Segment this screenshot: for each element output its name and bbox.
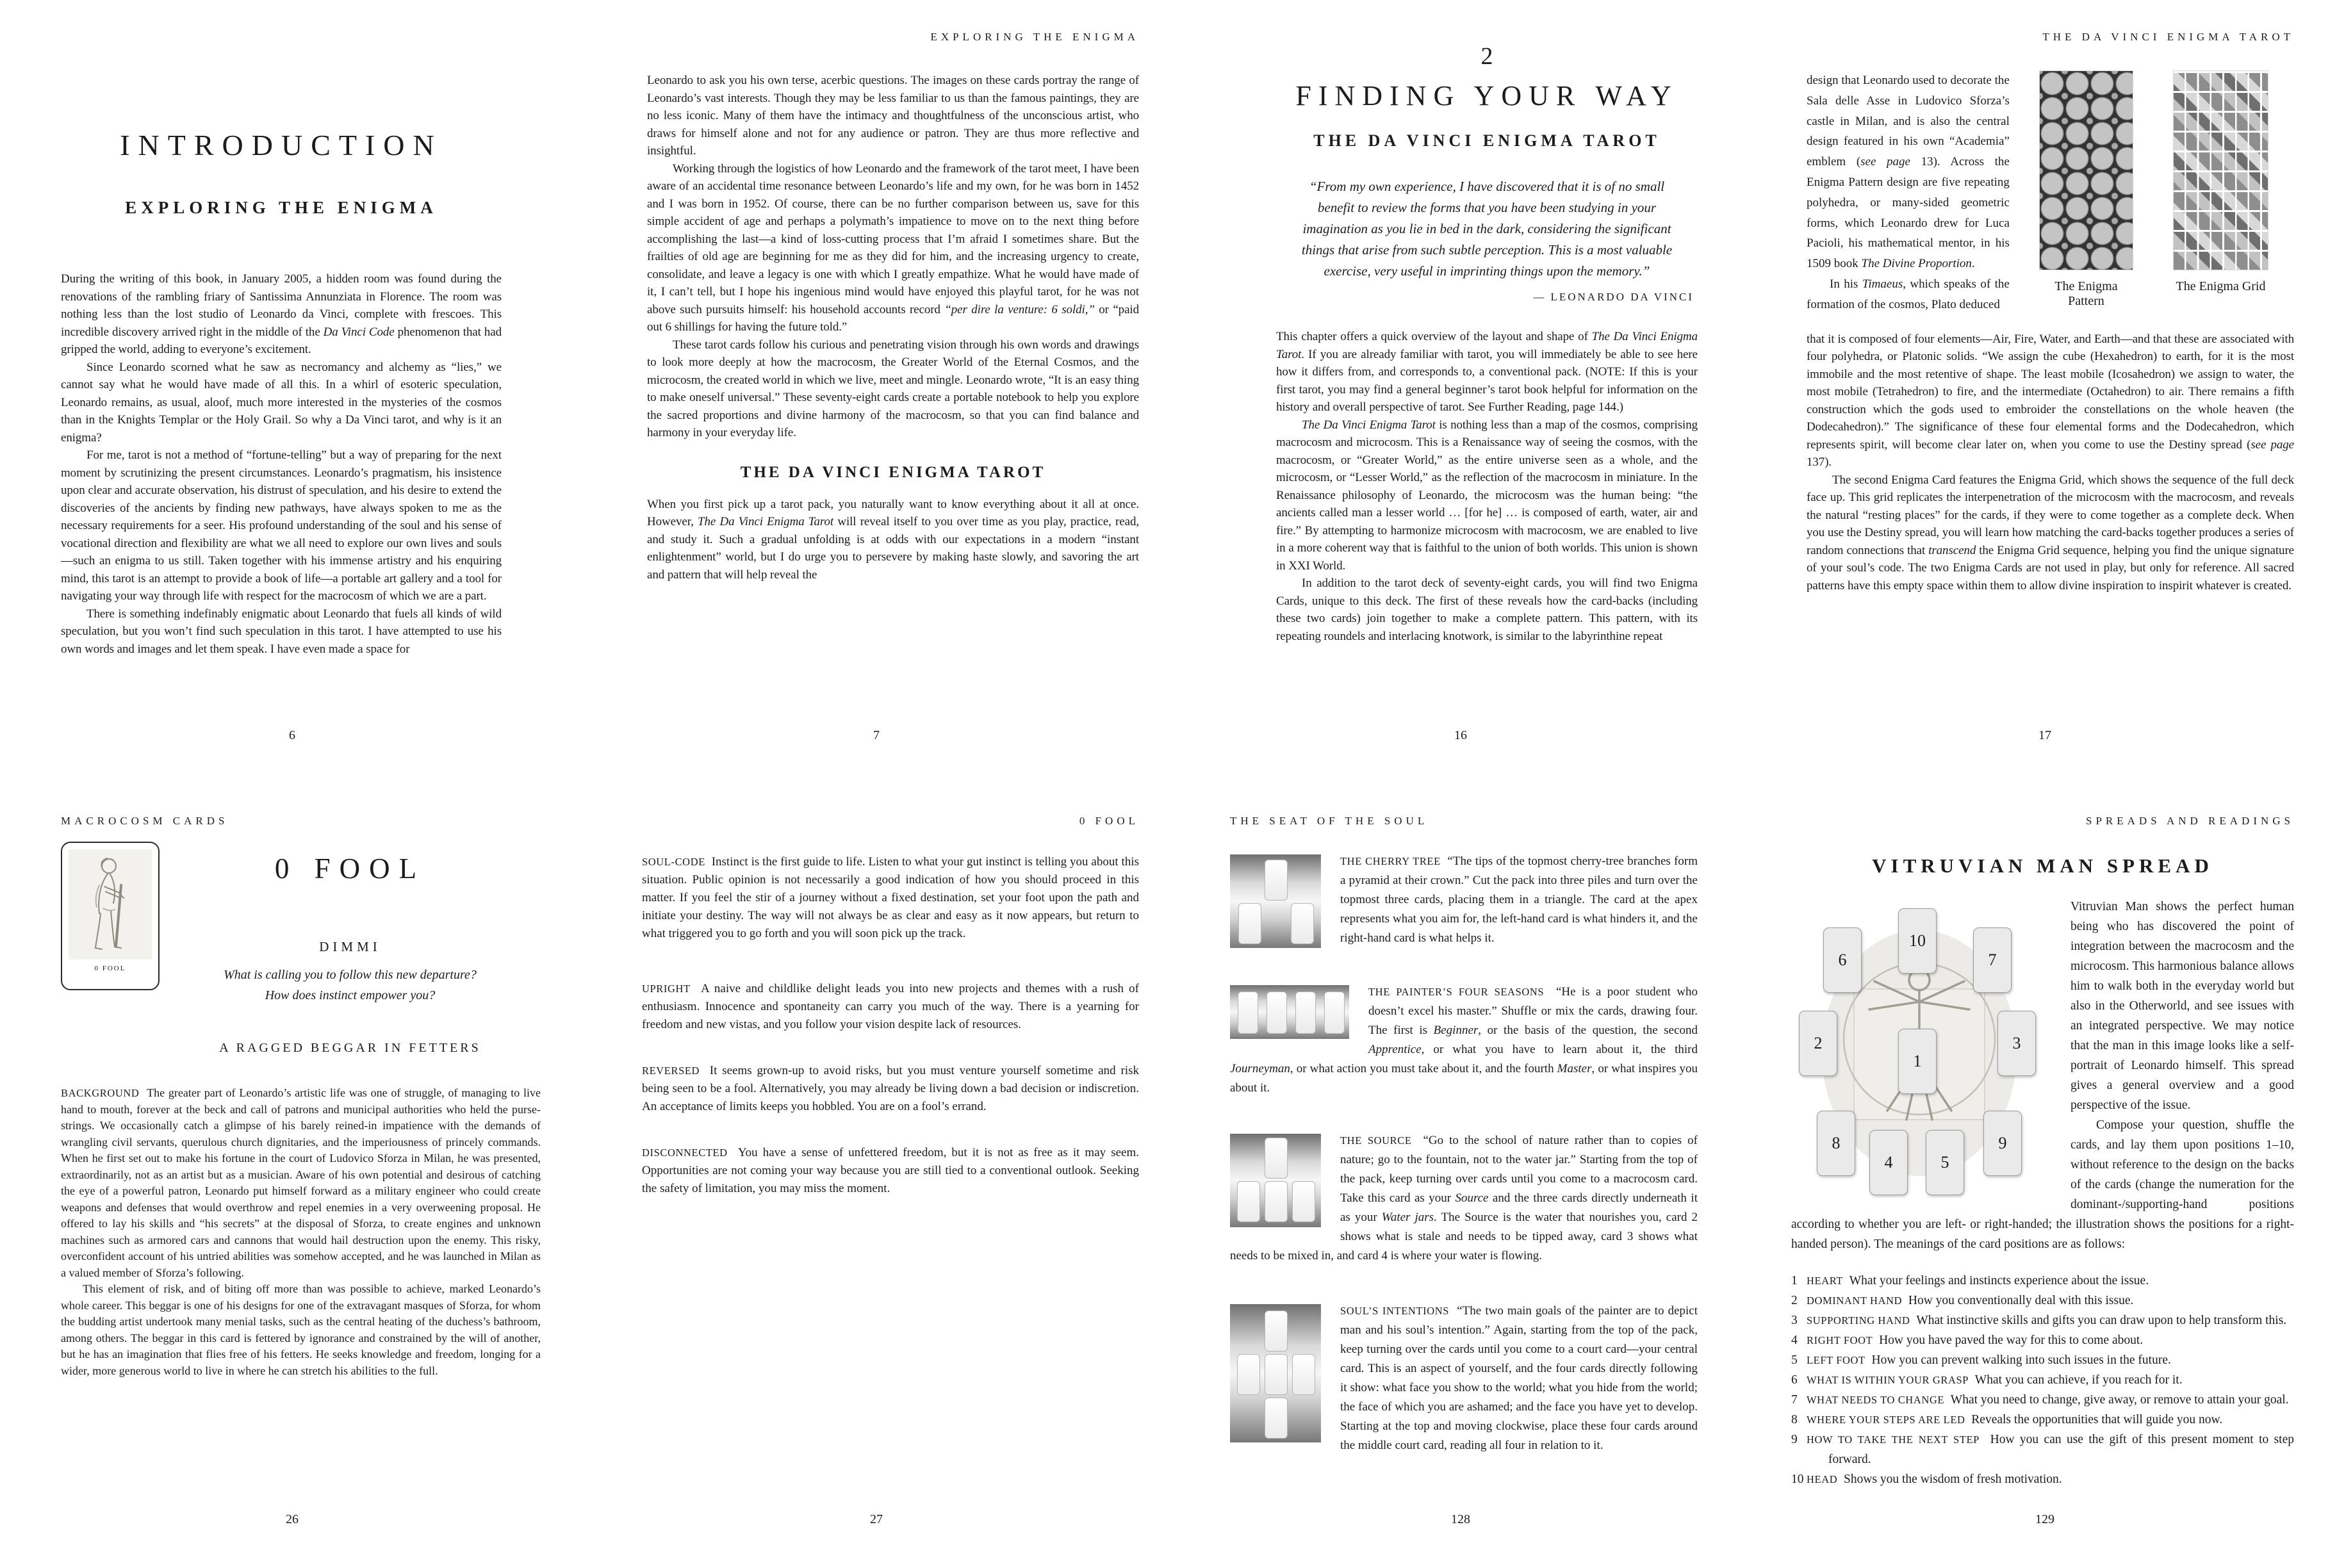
page-6-text-column: [61, 128, 502, 658]
enigma-pattern-image: [2039, 70, 2133, 270]
card-title: 0 FOOL: [274, 853, 426, 885]
reversed-paragraph: [642, 1062, 1139, 1116]
card-keyword-line: A RAGGED BEGGAR IN FETTERS: [219, 1041, 481, 1055]
spread-text: “He is a poor student who doesn’t excel his master.” Shuffle or mix the cards, drawing four. The first is Beginner, or the basis of the question, the second Apprentice, or what you have to learn about it, the third Journeyman, or what action you must take about it, and the fourth Master, or what inspires you about it.: [1230, 985, 1698, 1095]
dimmi-label: DIMMI: [319, 939, 381, 954]
body-paragraph: design that Leonardo used to decorate the Sala delle Asse in Ludovico Sforza’s castle in Milan, and is also the central design featured in his own “Academia” emblem (see page 13). Across the Enigma Pattern design are five repeating polyhedra, or many-sided geometric forms, which Leonardo drew for Luca Pacioli, his mathematical mentor, in his 1509 book The Divine Proportion.: [1807, 74, 2010, 271]
item-label: DOMINANT HAND: [1807, 1294, 1903, 1307]
running-head: EXPLORING THE ENIGMA: [930, 31, 1139, 43]
item-label: WHERE YOUR STEPS ARE LED: [1807, 1414, 1965, 1426]
figure-caption: The Enigma Grid: [2176, 279, 2266, 293]
section-text: You have a sense of unfettered freedom, but it is not as free as it may seem. Opportunities are not coming your way because you are still tied to a conventional outlook. Seeking the safety of limitation, you may miss the moment.: [642, 1146, 1139, 1195]
item-text: How you have paved the way for this to come about.: [1879, 1334, 2144, 1347]
vitruvian-man-diagram: [1791, 907, 2047, 1203]
running-head: THE SEAT OF THE SOUL: [1230, 815, 1429, 827]
running-head: SPREADS AND READINGS: [2086, 815, 2294, 827]
body-paragraph: [61, 1085, 541, 1281]
item-number: 3: [1791, 1314, 1798, 1327]
page-27-text-column: [642, 815, 1139, 1198]
spread-text: “The two main goals of the painter are to depict man and his soul’s intention.” Again, starting from the top of the pack, keep turning over the cards until you come to a court card—your central card. This is an aspect of yourself, and the four cards directly following it show: what face you show to the world; what you hide from the world; the face of which you are ashamed; and the face you have yet to develop. Starting at the top and moving clockwise, place these four cards around the middle court card, reading all four in relation to it.: [1340, 1304, 1698, 1452]
list-item: [1791, 1469, 2294, 1489]
position-card-2: [1799, 1011, 1837, 1076]
card-slot: [1267, 992, 1287, 1034]
item-label: LEFT FOOT: [1807, 1354, 1866, 1366]
card-slot: [1265, 1138, 1288, 1179]
figure-caption: The Enigma Pattern: [2054, 279, 2118, 308]
list-item: [1791, 1271, 2294, 1291]
card-slot: [1265, 1354, 1288, 1395]
spread-layout: [1791, 897, 2294, 1489]
page-number: 129: [2035, 1512, 2054, 1526]
body-text: [1807, 331, 2294, 595]
position-meanings-list: [1791, 1271, 2294, 1489]
section-label: DISCONNECTED: [642, 1147, 728, 1159]
position-number: 10: [1909, 931, 1926, 950]
card-slot: [1238, 992, 1258, 1034]
spread-label: THE CHERRY TREE: [1340, 855, 1441, 867]
spread-text: “The tips of the topmost cherry-tree branches form a pyramid at their crown.” Cut the pack into three piles and turn over the topmost three cards, placing them in a triangle. The card at the apex represents what you aim for, the left-hand card is what hinders it, and the right-hand card is what helps it.: [1340, 854, 1698, 945]
item-text: What you need to change, give away, or remove to attain your goal.: [1950, 1393, 2289, 1407]
source-diagram: [1230, 1134, 1321, 1227]
body-paragraph: Leonardo to ask you his own terse, acerbic questions. The images on these cards portray the range of Leonardo’s vast interests. Though they may be less familiar to us than the famous paintings, they are no less iconic. Many of them have the intimacy and thoughtfulness of the unconscious artist, who draws for himself alone and not for any audience or patron. They are thus more reflective and insightful.: [647, 74, 1139, 158]
spread-title: VITRUVIAN MAN SPREAD: [1872, 854, 2213, 877]
section-heading: THE DA VINCI ENIGMA TAROT: [740, 463, 1046, 481]
spread-painters-four-seasons: [1230, 983, 1698, 1098]
position-number: 6: [1838, 951, 1847, 969]
page-number: 27: [870, 1512, 883, 1526]
page-number: 16: [1454, 728, 1467, 742]
body-text: [642, 853, 1139, 1198]
figure-enigma-pattern: [2039, 70, 2133, 315]
page-number: 6: [289, 728, 295, 742]
body-text: [1230, 852, 1698, 1455]
item-number: 9: [1791, 1433, 1798, 1446]
body-paragraph: Since Leonardo scorned what he saw as necromancy and alchemy as “lies,” we cannot say what he would have made of all this. In a whirl of esoteric speculation, Leonardo remains, as usual, aloof, much more interested in the mysteries of the cosmos than in the Knights Templar or the Holy Grail. So why a Da Vinci tarot, and why is it an enigma?: [61, 360, 502, 445]
card-slot: [1292, 1181, 1315, 1222]
item-label: WHAT NEEDS TO CHANGE: [1807, 1394, 1945, 1406]
body-paragraph: This element of risk, and of biting off more than was possible to achieve, marked Leonardo’s whole career. This beggar is one of his designs for one of the extravagant masques of Sforza, for whom the budding artist undertook many menial tasks, such as the central heating of the duchess’s bathroom, among others. The beggar in this card is fettered by ignorance and constrained by the will of another, but he has an imagination that flies free of his fetters. He seeks knowledge and freedom, longing for a wider, more generous world to live in where he can stretch his abilities to the full.: [61, 1282, 541, 1377]
disconnected-paragraph: [642, 1144, 1139, 1198]
section-label: UPRIGHT: [642, 983, 691, 995]
intro-paragraph: Vitruvian Man shows the perfect human being who has discovered the point of integration between the macrocosm and the microcosm. This harmonious balance allows him to walk both in the everyday world but also in the Otherworld, and see issues with an integrated perspective. We may notice that the man in this image looks like a self-portrait of Leonardo himself. This spread gives a general overview and a good perspective of the issue.: [2070, 900, 2294, 1112]
position-number: 3: [2012, 1034, 2021, 1052]
left-text-column: [1807, 70, 2010, 315]
section-label: SOUL-CODE: [642, 856, 705, 868]
spread-the-source: [1230, 1131, 1698, 1266]
item-number: 8: [1791, 1413, 1798, 1426]
body-paragraph: During the writing of this book, in January 2005, a hidden room was found during the renovations of the rambling friary of Santissima Annunziata in Florence. The room was nothing less than the lost studio of Leonardo da Vinci, complete with frescoes. This incredible discovery arrived right in the middle of the Da Vinci Code phenomenon that had gripped the world, adding to everyone’s excitement.: [61, 272, 502, 356]
souls-intentions-diagram: [1230, 1304, 1321, 1442]
card-slot: [1265, 1181, 1288, 1222]
page-number: 128: [1451, 1512, 1470, 1526]
page-26: [0, 784, 584, 1568]
list-item: [1791, 1370, 2294, 1390]
item-number: 4: [1791, 1334, 1798, 1347]
item-label: HEAD: [1807, 1473, 1838, 1485]
page-number: 7: [873, 728, 880, 742]
page-7: [584, 0, 1168, 784]
spread-souls-intentions: [1230, 1302, 1698, 1455]
item-label: WHAT IS WITHIN YOUR GRASP: [1807, 1374, 1969, 1386]
item-number: 1: [1791, 1274, 1798, 1287]
page-128-text-column: [1230, 815, 1698, 1455]
epigraph-attribution: — LEONARDO DA VINCI: [1533, 291, 1694, 303]
page-16: [1168, 0, 1753, 784]
enigma-grid-image: [2173, 70, 2268, 270]
position-card-4: [1869, 1130, 1908, 1195]
item-text: How you can use the gift of this present moment to step forward.: [1828, 1433, 2294, 1466]
position-card-1: [1898, 1029, 1937, 1094]
position-number: 8: [1832, 1134, 1841, 1152]
item-label: SUPPORTING HAND: [1807, 1314, 1910, 1327]
body-paragraph: In his Timaeus, which speaks of the formation of the cosmos, Plato deduced: [1807, 277, 2010, 311]
position-number: 5: [1940, 1153, 1949, 1172]
item-label: HEART: [1807, 1275, 1844, 1287]
item-text: Shows you the wisdom of fresh motivation.: [1843, 1473, 2062, 1486]
card-slot: [1292, 1354, 1315, 1395]
item-text: What you can achieve, if you reach for it.: [1974, 1373, 2183, 1387]
body-paragraph: The Da Vinci Enigma Tarot is nothing less than a map of the cosmos, comprising macrocosm and microcosm. This is a Renaissance way of seeing the cosmos, with the macrocosm, or “Greater World,” as the entire universe seen as a whole, and the microcosm, or “Lesser World,” as the reflection of the macrocosm in miniature. In the Renaissance philosophy of Leonardo, the microcosm was the human being: “the ancients called man a lesser world … [for he] … is composed of earth, water, air and fire.” By attempting to harmonize microcosm with macrocosm, we are enabled to live in a more coherent way that is faithful to the union of both worlds. This union is shown in XXI World.: [1276, 418, 1698, 573]
spread-label: THE PAINTER’S FOUR SEASONS: [1368, 986, 1545, 998]
fool-card-image: [69, 849, 152, 960]
list-item: [1791, 1311, 2294, 1330]
body-text: [61, 1085, 541, 1379]
card-header-block: [160, 828, 541, 1056]
card-slot: [1295, 992, 1316, 1034]
position-card-8: [1817, 1111, 1855, 1176]
cherry-tree-diagram: [1230, 854, 1321, 948]
body-paragraph: The second Enigma Card features the Enigma Grid, which shows the sequence of the full deck face up. This grid replicates the interpenetration of the microcosm with the macrocosm, and reveals the natural “resting places” for the cards, if they were to come together as a complete deck. When you use the Destiny spread, you will learn how matching the card-backs together produces a series of random connections that transcend the Enigma Grid sequence, helping you find the unique signature of your soul’s code. The two Enigma Cards are not used in play, but only for reference. All sacred patterns have this empty space within them to allow divine inspiration to inspirit whatever is created.: [1807, 473, 2294, 592]
card-slot: [1265, 1398, 1288, 1439]
dimmi-question: What is calling you to follow this new departure?: [224, 968, 477, 982]
item-number: 2: [1791, 1294, 1798, 1307]
item-text: Reveals the opportunities that will guide you now.: [1971, 1413, 2223, 1426]
list-item: [1791, 1390, 2294, 1410]
page-7-text-column: [647, 31, 1139, 584]
body-text: [647, 72, 1139, 584]
spread-label: THE SOURCE: [1340, 1134, 1412, 1147]
position-number: 4: [1884, 1153, 1893, 1172]
item-text: What instinctive skills and gifts you can draw upon to help transform this.: [1916, 1314, 2287, 1327]
list-item: [1791, 1430, 2294, 1469]
page-27: [584, 784, 1168, 1568]
page-6: [0, 0, 584, 784]
page-number: 26: [286, 1512, 299, 1526]
body-paragraph: These tarot cards follow his curious and penetrating vision through his own words and drawings to look more deeply at how the macrocosm, the Greater World of the Eternal Cosmos, and the microcosm, the created world in which we live, meet and mingle. Leonardo wrote, “It is an easy thing to make oneself universal.” These seventy-eight cards create a portable notebook to help you explore the sacred proportions and divine harmony of the macrocosm, so that you can find balance and harmony in your everyday life.: [647, 338, 1139, 439]
position-card-7: [1973, 927, 2012, 993]
spread-cherry-tree: [1230, 852, 1698, 954]
spread-text: “Go to the school of nature rather than to copies of nature; go to the fountain, not to the water jar.” Starting from the top of the pack, keep turning over cards until you come to a macrocosm card. Take this card as your Source and the three cards directly underneath it as your Water jars. The Source is the water that nourishes you, card 2 shows what is stale and needs to be tipped away, card 3 shows what needs to be mixed in, and card 4 is where your water is flowing.: [1230, 1134, 1698, 1262]
list-item: [1791, 1350, 2294, 1370]
body-paragraph: In addition to the tarot deck of seventy-eight cards, you will find two Enigma Cards, unique to this deck. The first of these reveals how the card-backs (including these two cards) join together to make a complete pattern. This pattern, with its repeating roundels and interlacing knotwork, is similar to the labyrinthine repeat: [1276, 576, 1698, 643]
item-number: 10: [1791, 1473, 1804, 1486]
item-text: How you conventionally deal with this issue.: [1908, 1294, 2134, 1307]
list-item: [1791, 1330, 2294, 1350]
item-number: 6: [1791, 1373, 1798, 1387]
body-paragraph: This chapter offers a quick overview of the layout and shape of The Da Vinci Enigma Tarot. If you are already familiar with tarot, you will immediately be able to see here how it differs from, and corresponds to, a conventional pack. (NOTE: If this is your first tarot, you may find a general beginner’s tarot book helpful for information on the history and overall perspective of tarot. See Further Reading, page 144.): [1276, 330, 1698, 414]
card-slot: [1238, 903, 1261, 944]
figure-enigma-grid: [2173, 70, 2268, 315]
item-label: HOW TO TAKE THE NEXT STEP: [1807, 1433, 1980, 1446]
list-item: [1791, 1291, 2294, 1311]
beggar-sketch: [69, 849, 152, 960]
item-label: RIGHT FOOT: [1807, 1334, 1873, 1346]
page-129-text-column: [1791, 815, 2294, 1489]
page-129: [1753, 784, 2337, 1568]
section-text: It seems grown-up to avoid risks, but you must venture yourself sometime and risk being seen to be a fool. Alternatively, you may already be living down a bad decision or indiscretion. An acceptance of limits keeps you hobbled. You are on a fool’s errand.: [642, 1064, 1139, 1113]
chapter-subtitle: THE DA VINCI ENIGMA TAROT: [1313, 131, 1660, 150]
position-number: 1: [1913, 1052, 1922, 1070]
soul-code-paragraph: [642, 853, 1139, 943]
body-paragraph: Working through the logistics of how Leonardo and the framework of the tarot meet, I have been aware of an accidental time resonance between Leonardo’s life and my own, for he was born in 1452 and I was born in 1952. Of course, there can be no further comparison between us, save for this simple accident of age and perhaps a polymath’s impatience to move on to the next thing before accomplishing the last—a kind of loss-cutting process that I’m afraid I sometimes share. But the frailties of old age are beginning for me as they did for him, and the increasing urgency to create, consolidate, and leave a legacy is one with which I greatly empathize. What he would have made of it, I can’t tell, but I hope his ingenious mind would have enjoyed this playful tarot, for he was not above such pursuits himself: his household accounts record “per dire la venture: 6 soldi,” or “paid out 6 shillings for having the future told.”: [647, 161, 1139, 334]
four-seasons-diagram: [1230, 985, 1349, 1039]
body-paragraph: There is something indefinably enigmatic about Leonardo that fuels all kinds of wild speculation, but you won’t find such speculation in this tarot. I have attempted to use his own words and images and let them speak. I have even made a space for: [61, 607, 502, 656]
text-and-figures-row: [1807, 70, 2294, 315]
spread-label: SOUL’S INTENTIONS: [1340, 1305, 1449, 1317]
page-17-text-column: [1807, 31, 2294, 594]
page-17: [1753, 0, 2337, 784]
body-paragraph: that it is composed of four elements—Air, Fire, Water, and Earth—and that these are associated with four polyhedra, or Platonic solids. “We assign the cube (Hexahedron) to earth, for it is the most immobile and the most retentive of shape. The least mobile (Icosahedron) we assign to water, the most mobile (Tetrahedron) to fire, and the intermediate (Octahedron) to air. There remains a fifth construction which the gods used to embroider the constellations on the whole heaven (the Dodecahedron).” The significance of these four elemental forms and the Dodecahedron, which represents spirit, will become clear later on, when you come to use the Destiny spread (see page 137).: [1807, 332, 2294, 470]
section-text: A naive and childlike delight leads you into new projects and themes with a rush of enthusiasm. Innocence and spontaneity can carry you much of the way. There is a yearning for freedom and new vistas, and you follow your vision despite lack of resources.: [642, 982, 1139, 1031]
card-slot: [1265, 860, 1288, 901]
background-label: BACKGROUND: [61, 1087, 140, 1099]
item-number: 7: [1791, 1393, 1798, 1407]
position-card-9: [1983, 1111, 2022, 1176]
page-26-text-column: [61, 815, 541, 1379]
page-128: [1168, 784, 1753, 1568]
body-paragraph: For me, tarot is not a method of “fortune-telling” but a way of preparing for the next moment by scrutinizing the present circumstances. Leonardo’s pragmatism, his insistence upon clear and accurate observation, his distrust of speculation, and his desire to extend the discoveries of the ancients by finding new pathways, have always spoken to me as the necessary requirements for a seer. His profound understanding of the soul and his sense of vocational direction and flexibility are what we all need to explore our own lives and souls—such an enigma to us still. Taken together with his immense artistry and his enquiring mind, this tarot is an attempt to provide a book of life—a portable art gallery and a tool for navigating your way through life with respect for the macrocosm of which we are a part.: [61, 448, 502, 603]
page-subtitle: EXPLORING THE ENIGMA: [125, 198, 438, 217]
card-and-header-row: [61, 828, 541, 1056]
running-head: MACROCOSM CARDS: [61, 815, 229, 827]
section-label: REVERSED: [642, 1065, 700, 1077]
item-text: What your feelings and instincts experience about the issue.: [1849, 1274, 2149, 1287]
body-text: [1276, 328, 1698, 645]
card-slot: [1291, 903, 1314, 944]
position-number: 7: [1988, 951, 1997, 969]
card-slot: [1265, 1311, 1288, 1352]
body-paragraph: When you first pick up a tarot pack, you naturally want to know everything about it all at once. However, The Da Vinci Enigma Tarot will reveal itself to you over time as you play, practice, read, and study it. Such a gradual unfolding is at odds with our expectations in a modern “instant enlightenment” world, but I do urge you to persevere by making haste slowly, and savoring the art and pattern that will help reveal the: [647, 497, 1139, 582]
card-slot: [1237, 1354, 1260, 1395]
upright-paragraph: [642, 980, 1139, 1034]
page-title: INTRODUCTION: [120, 129, 443, 161]
epigraph-quote: “From my own experience, I have discovered that it is of no small benefit to review the forms that you have been studying in your imagination as you lie in bed in the dark, considering the significant things that arise from such subtle perception. This is a most valuable exercise, very useful in imprinting things upon the memory.”: [1301, 179, 1673, 279]
item-text: How you can prevent walking into such issues in the future.: [1871, 1353, 2171, 1367]
dimmi-question: How does instinct empower you?: [265, 988, 436, 1002]
background-text: The greater part of Leonardo’s artistic life was one of struggle, of managing to live hand to mouth, forever at the beck and call of patrons and municipal authorities who held the purse-strings. We occasionally catch a glimpse of his barely reined-in impatience with the demands of wrangling civil servants, querulous church dignitaries, and the imperiousness of princely commands. When he first set out to make his fortune in the court of Ludovico Sforza in Milan, he was presented, extraordinarily, not as an artist but as a musician. Aware of his own potential and desirous of catching the eye of a powerful patron, Leonardo put himself forward as a military engineer who could create weapons and defenses that would overthrow and repel enemies in a very overweening proposal. He offered to lay his skills and “his secrets” at the disposal of Sforza, to create engines and unknown machines such as armored cars and cannons that would hail destruction upon the enemy. This risky, overconfident account of his untried abilities was somehow accepted, and he was launched in Milan as a valued member of Sforza’s following.: [61, 1086, 541, 1279]
position-card-6: [1823, 927, 1862, 993]
position-number: 2: [1814, 1034, 1823, 1052]
section-text: Instinct is the first guide to life. Listen to what your gut instinct is telling you about this situation. Public opinion is not necessarily a good indication of how you should proceed in this matter. If you feel the stir of a journey without a fixed destination, set your foot upon the path and initiate your destiny. The way will not always be as clear and easy as it now appears, but return to what triggered you to go forth and you will soon pick up the track.: [642, 855, 1139, 940]
running-head: 0 FOOL: [1079, 815, 1139, 827]
position-card-3: [1997, 1011, 2036, 1076]
chapter-number: 2: [1480, 43, 1493, 70]
position-card-5: [1926, 1130, 1964, 1195]
card-slot: [1237, 1181, 1260, 1222]
page-16-text-column: [1276, 42, 1698, 645]
compose-paragraph: Compose your question, shuffle the cards, and lay them upon positions 1–10, without reference to the design on the backs of the cards (change the numeration for the dominant-/supporting-hand positions according to whether you are left- or right-handed; the illustration shows the positions for a right-handed person). The meanings of the card positions are as follows:: [1791, 1118, 2294, 1251]
chapter-title: FINDING YOUR WAY: [1295, 80, 1678, 111]
page-number: 17: [2038, 728, 2051, 742]
fool-card: [61, 842, 160, 990]
position-number: 9: [1998, 1134, 2007, 1152]
body-text: [61, 270, 502, 658]
card-slot: [1324, 992, 1345, 1034]
position-card-10: [1898, 908, 1937, 974]
running-head: THE DA VINCI ENIGMA TAROT: [2042, 31, 2294, 43]
card-caption: 0 FOOL: [94, 965, 126, 972]
item-number: 5: [1791, 1353, 1798, 1367]
list-item: [1791, 1410, 2294, 1430]
